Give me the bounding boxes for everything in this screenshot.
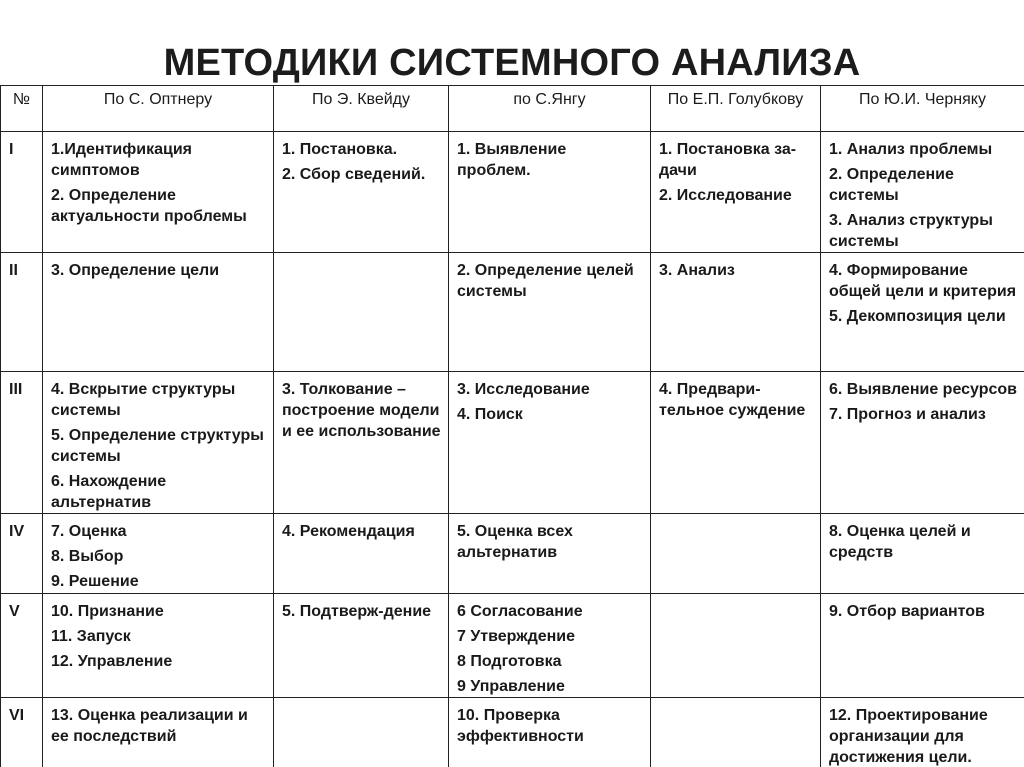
cell-golubkov	[651, 594, 821, 698]
cell-chernyak	[821, 594, 1024, 698]
row-number: II	[1, 253, 43, 372]
header-chernyak: По Ю.И. Черняку	[821, 86, 1024, 132]
row-number: V	[1, 594, 43, 698]
cell-line: 2. Определение актуальности проблемы	[51, 187, 247, 225]
cell-line: 1. Постановка за-дачи	[659, 141, 797, 179]
table-row	[1, 372, 1024, 514]
cell-line: 6 Согласование	[457, 603, 583, 620]
cell-golubkov	[651, 514, 821, 594]
cell-line: 3. Анализ структуры системы	[829, 212, 993, 250]
header-optner: По С. Оптнеру	[43, 86, 274, 132]
cell-golubkov	[651, 253, 821, 372]
page-title: МЕТОДИКИ СИСТЕМНОГО АНАЛИЗА	[163, 42, 861, 84]
cell-line: 5. Подтверж-дение	[282, 603, 432, 620]
cell-line: 4. Предвари-тельное суждение	[659, 381, 806, 419]
cell-chernyak	[821, 132, 1024, 253]
cell-kveid	[274, 372, 449, 514]
cell-line: 10. Признание	[51, 603, 164, 620]
cell-line: 5. Определение структуры системы	[51, 427, 264, 465]
cell-line: 12. Проектирование организации для достижения цели.	[829, 707, 988, 766]
cell-line: 3. Толкование – построение модели и ее использование	[282, 381, 441, 440]
cell-line: 1. Постановка.	[282, 141, 398, 158]
cell-line: 4. Формирование общей цели и критерия	[829, 262, 1017, 300]
cell-golubkov	[651, 132, 821, 253]
cell-chernyak	[821, 372, 1024, 514]
cell-line: 4. Поиск	[457, 406, 523, 423]
cell-optner	[43, 698, 274, 767]
cell-optner	[43, 132, 274, 253]
cell-line: 3. Анализ	[659, 262, 735, 279]
cell-optner	[43, 514, 274, 594]
cell-chernyak	[821, 514, 1024, 594]
table-row	[1, 132, 1024, 253]
cell-line: 3. Определение цели	[51, 262, 220, 279]
cell-kveid	[274, 132, 449, 253]
cell-yang	[449, 594, 651, 698]
cell-golubkov	[651, 698, 821, 767]
cell-kveid	[274, 253, 449, 372]
cell-golubkov	[651, 372, 821, 514]
cell-kveid	[274, 514, 449, 594]
cell-line: 10. Проверка эффективности	[457, 707, 584, 745]
cell-line: 1.Идентификация симптомов	[51, 141, 192, 179]
table-header-row	[1, 86, 1024, 132]
header-number: №	[1, 86, 43, 132]
cell-chernyak	[821, 698, 1024, 767]
row-number: IV	[1, 514, 43, 594]
cell-line: 4. Вскрытие структуры системы	[51, 381, 236, 419]
cell-line: 9 Управление	[457, 678, 565, 695]
header-yang: по С.Янгу	[449, 86, 651, 132]
table-row	[1, 514, 1024, 594]
cell-line: 12. Управление	[51, 653, 173, 670]
cell-line: 1. Выявление проблем.	[457, 141, 567, 179]
cell-line: 9. Решение	[51, 573, 139, 590]
cell-line: 7. Прогноз и анализ	[829, 406, 986, 423]
table-row	[1, 698, 1024, 767]
cell-line: 3. Исследование	[457, 381, 590, 398]
row-number: I	[1, 132, 43, 253]
cell-yang	[449, 132, 651, 253]
cell-kveid	[274, 594, 449, 698]
cell-yang	[449, 698, 651, 767]
methods-table	[0, 85, 1024, 767]
cell-optner	[43, 594, 274, 698]
cell-line: 8. Выбор	[51, 548, 124, 565]
cell-optner	[43, 372, 274, 514]
cell-kveid	[274, 698, 449, 767]
cell-line: 8 Подготовка	[457, 653, 562, 670]
cell-line: 1. Анализ проблемы	[829, 141, 993, 158]
cell-line: 5. Декомпозиция цели	[829, 308, 1006, 325]
cell-line: 8. Оценка целей и средств	[829, 523, 971, 561]
cell-line: 2. Определение системы	[829, 166, 954, 204]
cell-line: 2. Определение целей системы	[457, 262, 634, 300]
cell-line: 7. Оценка	[51, 523, 127, 540]
cell-line: 2. Сбор сведений.	[282, 166, 426, 183]
row-number: III	[1, 372, 43, 514]
table-row	[1, 594, 1024, 698]
cell-line: 4. Рекомендация	[282, 523, 415, 540]
header-golubkov: По Е.П. Голубкову	[651, 86, 821, 132]
cell-line: 5. Оценка всех альтернатив	[457, 523, 573, 561]
table-row	[1, 253, 1024, 372]
row-number: VI	[1, 698, 43, 767]
cell-yang	[449, 253, 651, 372]
cell-line: 9. Отбор вариантов	[829, 603, 985, 620]
cell-line: 13. Оценка реализации и ее последствий	[51, 707, 248, 745]
cell-optner	[43, 253, 274, 372]
cell-line: 2. Исследование	[659, 187, 792, 204]
header-kveid: По Э. Квейду	[274, 86, 449, 132]
cell-yang	[449, 372, 651, 514]
cell-line: 7 Утверждение	[457, 628, 576, 645]
cell-line: 6. Нахождение альтернатив	[51, 473, 167, 511]
cell-line: 6. Выявление ресурсов	[829, 381, 1017, 398]
cell-chernyak	[821, 253, 1024, 372]
cell-line: 11. Запуск	[51, 628, 131, 645]
cell-yang	[449, 514, 651, 594]
